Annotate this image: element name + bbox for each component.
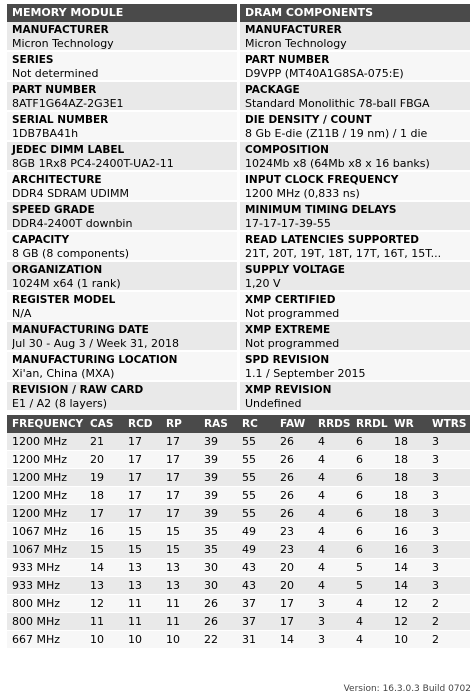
field-value: Micron Technology: [12, 37, 114, 50]
left-field-serial-number: [7, 112, 237, 142]
right-field-spd-revision: [240, 352, 470, 382]
timing-cell: 35: [199, 541, 237, 559]
timing-cell: 14: [85, 559, 123, 577]
timing-cell: 18: [389, 433, 427, 451]
timing-cell: 55: [237, 487, 275, 505]
field-label: SPEED GRADE: [12, 204, 95, 216]
timing-row: [7, 613, 470, 631]
timing-cell: 17: [161, 451, 199, 469]
timing-cell: 3: [427, 487, 470, 505]
timing-header-rrdl: RRDL: [351, 415, 389, 433]
memory-module-fields: [7, 22, 237, 412]
timing-cell: 17: [161, 469, 199, 487]
timing-cell: 17: [161, 505, 199, 523]
field-label: MANUFACTURER: [12, 24, 109, 36]
field-label: ARCHITECTURE: [12, 174, 102, 186]
timing-cell: 1200 MHz: [7, 451, 85, 469]
left-field-manufacturer: [7, 22, 237, 52]
timing-cell: 55: [237, 505, 275, 523]
timing-cell: 4: [313, 487, 351, 505]
timing-cell: 4: [351, 613, 389, 631]
timing-cell: 49: [237, 541, 275, 559]
right-field-manufacturer: [240, 22, 470, 52]
timing-cell: 12: [85, 595, 123, 613]
left-field-speed-grade: [7, 202, 237, 232]
timing-cell: 3: [427, 559, 470, 577]
field-value: Not determined: [12, 67, 99, 80]
timing-cell: 6: [351, 505, 389, 523]
right-field-read-latencies-supported: [240, 232, 470, 262]
memory-module-column: [7, 4, 237, 412]
timing-header-rcd: RCD: [123, 415, 161, 433]
field-value: Not programmed: [245, 337, 340, 350]
timing-cell: 13: [85, 577, 123, 595]
timing-cell: 30: [199, 577, 237, 595]
timing-cell: 1067 MHz: [7, 523, 85, 541]
timing-cell: 11: [123, 613, 161, 631]
timing-cell: 17: [123, 469, 161, 487]
timing-cell: 10: [389, 631, 427, 649]
timing-cell: 26: [275, 451, 313, 469]
timing-header-frequency: FREQUENCY: [7, 415, 85, 433]
timing-cell: 17: [123, 505, 161, 523]
field-label: XMP EXTREME: [245, 324, 331, 336]
timing-cell: 4: [313, 469, 351, 487]
left-field-architecture: [7, 172, 237, 202]
timing-cell: 21: [85, 433, 123, 451]
timing-cell: 14: [275, 631, 313, 649]
timing-cell: 49: [237, 523, 275, 541]
timing-cell: 2: [427, 631, 470, 649]
timing-cell: 11: [161, 613, 199, 631]
timing-cell: 10: [85, 631, 123, 649]
timing-cell: 55: [237, 451, 275, 469]
timing-cell: 26: [199, 595, 237, 613]
field-label: PACKAGE: [245, 84, 300, 96]
timing-header-ras: RAS: [199, 415, 237, 433]
memory-module-header: MEMORY MODULE: [7, 4, 237, 22]
field-value: E1 / A2 (8 layers): [12, 397, 108, 410]
field-label: SERIES: [12, 54, 54, 66]
timing-cell: 4: [313, 451, 351, 469]
timing-cell: 22: [199, 631, 237, 649]
timing-cell: 800 MHz: [7, 595, 85, 613]
timing-cell: 23: [275, 541, 313, 559]
timing-cell: 2: [427, 613, 470, 631]
timing-cell: 31: [237, 631, 275, 649]
dram-components-header: DRAM COMPONENTS: [240, 4, 470, 22]
timing-cell: 18: [389, 469, 427, 487]
timing-cell: 3: [427, 577, 470, 595]
timing-cell: 17: [123, 433, 161, 451]
timing-cell: 39: [199, 505, 237, 523]
field-label: PART NUMBER: [245, 54, 330, 66]
left-field-revision-raw-card: [7, 382, 237, 412]
timing-cell: 3: [313, 631, 351, 649]
timing-cell: 3: [427, 469, 470, 487]
timing-row: [7, 559, 470, 577]
timing-cell: 800 MHz: [7, 613, 85, 631]
timing-cell: 3: [427, 541, 470, 559]
field-value: Not programmed: [245, 307, 340, 320]
timing-cell: 39: [199, 487, 237, 505]
timing-cell: 1200 MHz: [7, 433, 85, 451]
timing-cell: 20: [85, 451, 123, 469]
field-value: 1200 MHz (0,833 ns): [245, 187, 360, 200]
left-field-register-model: [7, 292, 237, 322]
timing-cell: 11: [123, 595, 161, 613]
timing-cell: 16: [85, 523, 123, 541]
timing-header-rp: RP: [161, 415, 199, 433]
timing-cell: 26: [275, 487, 313, 505]
field-label: MINIMUM TIMING DELAYS: [245, 204, 397, 216]
timing-cell: 13: [161, 559, 199, 577]
field-value: 1,20 V: [245, 277, 281, 290]
field-value: DDR4-2400T downbin: [12, 217, 133, 230]
field-label: PART NUMBER: [12, 84, 97, 96]
timing-cell: 17: [85, 505, 123, 523]
timing-cell: 20: [275, 577, 313, 595]
timing-cell: 4: [313, 577, 351, 595]
timing-cell: 6: [351, 487, 389, 505]
field-label: REVISION / RAW CARD: [12, 384, 144, 396]
timing-header-row: [7, 415, 470, 433]
timing-cell: 933 MHz: [7, 559, 85, 577]
timing-cell: 14: [389, 577, 427, 595]
timing-cell: 39: [199, 451, 237, 469]
timing-cell: 26: [199, 613, 237, 631]
timing-cell: 26: [275, 433, 313, 451]
timing-cell: 10: [123, 631, 161, 649]
timing-cell: 17: [123, 487, 161, 505]
timing-row: [7, 433, 470, 451]
field-value: Micron Technology: [245, 37, 347, 50]
timing-cell: 23: [275, 523, 313, 541]
timing-cell: 17: [275, 595, 313, 613]
left-field-manufacturing-date: [7, 322, 237, 352]
field-label: SPD REVISION: [245, 354, 330, 366]
field-value: 8GB 1Rx8 PC4-2400T-UA2-11: [12, 157, 174, 170]
field-value: 17-17-17-39-55: [245, 217, 331, 230]
timing-cell: 16: [389, 523, 427, 541]
timing-cell: 1200 MHz: [7, 487, 85, 505]
timing-cell: 3: [427, 523, 470, 541]
left-field-capacity: [7, 232, 237, 262]
timing-cell: 1067 MHz: [7, 541, 85, 559]
timing-cell: 17: [161, 487, 199, 505]
timing-cell: 1200 MHz: [7, 469, 85, 487]
timing-cell: 6: [351, 433, 389, 451]
timing-row: [7, 631, 470, 649]
timing-cell: 6: [351, 469, 389, 487]
timing-cell: 4: [313, 523, 351, 541]
field-label: MANUFACTURING LOCATION: [12, 354, 178, 366]
timing-cell: 15: [161, 523, 199, 541]
field-label: DIE DENSITY / COUNT: [245, 114, 372, 126]
timing-cell: 55: [237, 433, 275, 451]
field-value: DDR4 SDRAM UDIMM: [12, 187, 129, 200]
timing-header-cas: CAS: [85, 415, 123, 433]
dram-components-fields: [240, 22, 470, 412]
timing-cell: 12: [389, 595, 427, 613]
timing-row: [7, 451, 470, 469]
right-field-xmp-extreme: [240, 322, 470, 352]
timing-header-faw: FAW: [275, 415, 313, 433]
right-field-minimum-timing-delays: [240, 202, 470, 232]
timing-cell: 39: [199, 433, 237, 451]
field-value: 8 GB (8 components): [12, 247, 130, 260]
timing-cell: 4: [351, 595, 389, 613]
timing-row: [7, 469, 470, 487]
field-label: MANUFACTURING DATE: [12, 324, 149, 336]
field-value: 1024M x64 (1 rank): [12, 277, 121, 290]
timing-cell: 26: [275, 469, 313, 487]
version-label: Version: 16.3.0.3 Build 0702: [343, 684, 471, 694]
field-value: 21T, 20T, 19T, 18T, 17T, 16T, 15T...: [245, 247, 442, 260]
left-field-manufacturing-location: [7, 352, 237, 382]
timing-header-wr: WR: [389, 415, 427, 433]
right-field-die-density-count: [240, 112, 470, 142]
timing-table: [7, 415, 470, 649]
field-label: ORGANIZATION: [12, 264, 103, 276]
field-value: 1DB7BA41h: [12, 127, 79, 140]
field-value: Xi'an, China (MXA): [12, 367, 115, 380]
field-label: COMPOSITION: [245, 144, 329, 156]
timing-cell: 11: [85, 613, 123, 631]
field-value: 8ATF1G64AZ-2G3E1: [12, 97, 124, 110]
timing-cell: 6: [351, 451, 389, 469]
timing-row: [7, 523, 470, 541]
timing-header-rc: RC: [237, 415, 275, 433]
timing-cell: 17: [275, 613, 313, 631]
field-value: 1.1 / September 2015: [245, 367, 366, 380]
timing-cell: 15: [161, 541, 199, 559]
timing-cell: 4: [313, 505, 351, 523]
field-value: N/A: [12, 307, 32, 320]
timing-cell: 4: [313, 541, 351, 559]
field-label: CAPACITY: [12, 234, 70, 246]
timing-cell: 18: [389, 451, 427, 469]
timing-cell: 3: [427, 433, 470, 451]
timing-cell: 5: [351, 559, 389, 577]
timing-cell: 13: [161, 577, 199, 595]
field-value: Jul 30 - Aug 3 / Week 31, 2018: [12, 337, 180, 350]
timing-cell: 43: [237, 559, 275, 577]
right-field-supply-voltage: [240, 262, 470, 292]
timing-cell: 43: [237, 577, 275, 595]
timing-row: [7, 577, 470, 595]
right-field-xmp-certified: [240, 292, 470, 322]
timing-row: [7, 541, 470, 559]
timing-cell: 6: [351, 523, 389, 541]
timing-cell: 55: [237, 469, 275, 487]
right-field-package: [240, 82, 470, 112]
field-value: Standard Monolithic 78-ball FBGA: [245, 97, 430, 110]
timing-cell: 6: [351, 541, 389, 559]
timing-cell: 933 MHz: [7, 577, 85, 595]
timing-cell: 14: [389, 559, 427, 577]
timing-cell: 16: [389, 541, 427, 559]
left-field-jedec-dimm-label: [7, 142, 237, 172]
timing-cell: 3: [313, 613, 351, 631]
timing-cell: 17: [123, 451, 161, 469]
timing-cell: 26: [275, 505, 313, 523]
timing-cell: 15: [123, 541, 161, 559]
timing-cell: 667 MHz: [7, 631, 85, 649]
right-field-part-number: [240, 52, 470, 82]
field-label: REGISTER MODEL: [12, 294, 116, 306]
timing-cell: 35: [199, 523, 237, 541]
timing-header-wtrs: WTRS: [427, 415, 470, 433]
timing-cell: 30: [199, 559, 237, 577]
timing-cell: 18: [389, 487, 427, 505]
timing-cell: 15: [123, 523, 161, 541]
field-value: 8 Gb E-die (Z11B / 19 nm) / 1 die: [245, 127, 428, 140]
spd-info-panel: [7, 4, 470, 649]
timing-cell: 37: [237, 595, 275, 613]
timing-cell: 37: [237, 613, 275, 631]
timing-cell: 2: [427, 595, 470, 613]
field-label: INPUT CLOCK FREQUENCY: [245, 174, 399, 186]
timing-cell: 13: [123, 559, 161, 577]
field-label: XMP CERTIFIED: [245, 294, 336, 306]
timing-cell: 18: [85, 487, 123, 505]
timing-cell: 20: [275, 559, 313, 577]
right-field-composition: [240, 142, 470, 172]
dram-components-column: [240, 4, 470, 412]
timing-cell: 3: [427, 505, 470, 523]
field-label: JEDEC DIMM LABEL: [12, 144, 125, 156]
timing-cell: 5: [351, 577, 389, 595]
timing-cell: 4: [313, 559, 351, 577]
timing-cell: 1200 MHz: [7, 505, 85, 523]
timing-cell: 4: [313, 433, 351, 451]
timing-row: [7, 595, 470, 613]
timing-cell: 10: [161, 631, 199, 649]
timing-cell: 4: [351, 631, 389, 649]
timing-cell: 3: [313, 595, 351, 613]
field-label: MANUFACTURER: [245, 24, 342, 36]
timing-cell: 12: [389, 613, 427, 631]
right-field-xmp-revision: [240, 382, 470, 412]
left-field-series: [7, 52, 237, 82]
timing-cell: 3: [427, 451, 470, 469]
field-label: SUPPLY VOLTAGE: [245, 264, 345, 276]
field-label: XMP REVISION: [245, 384, 332, 396]
timing-cell: 39: [199, 469, 237, 487]
timing-body: [7, 433, 470, 649]
field-label: READ LATENCIES SUPPORTED: [245, 234, 419, 246]
timing-cell: 11: [161, 595, 199, 613]
timing-cell: 17: [161, 433, 199, 451]
left-field-organization: [7, 262, 237, 292]
timing-row: [7, 487, 470, 505]
timing-cell: 19: [85, 469, 123, 487]
field-label: SERIAL NUMBER: [12, 114, 109, 126]
right-field-input-clock-frequency: [240, 172, 470, 202]
field-value: D9VPP (MT40A1G8SA-075:E): [245, 67, 404, 80]
timing-header-rrds: RRDS: [313, 415, 351, 433]
timing-cell: 15: [85, 541, 123, 559]
field-value: 1024Mb x8 (64Mb x8 x 16 banks): [245, 157, 430, 170]
timing-cell: 13: [123, 577, 161, 595]
left-field-part-number: [7, 82, 237, 112]
field-value: Undefined: [245, 397, 302, 410]
timing-cell: 18: [389, 505, 427, 523]
timing-row: [7, 505, 470, 523]
